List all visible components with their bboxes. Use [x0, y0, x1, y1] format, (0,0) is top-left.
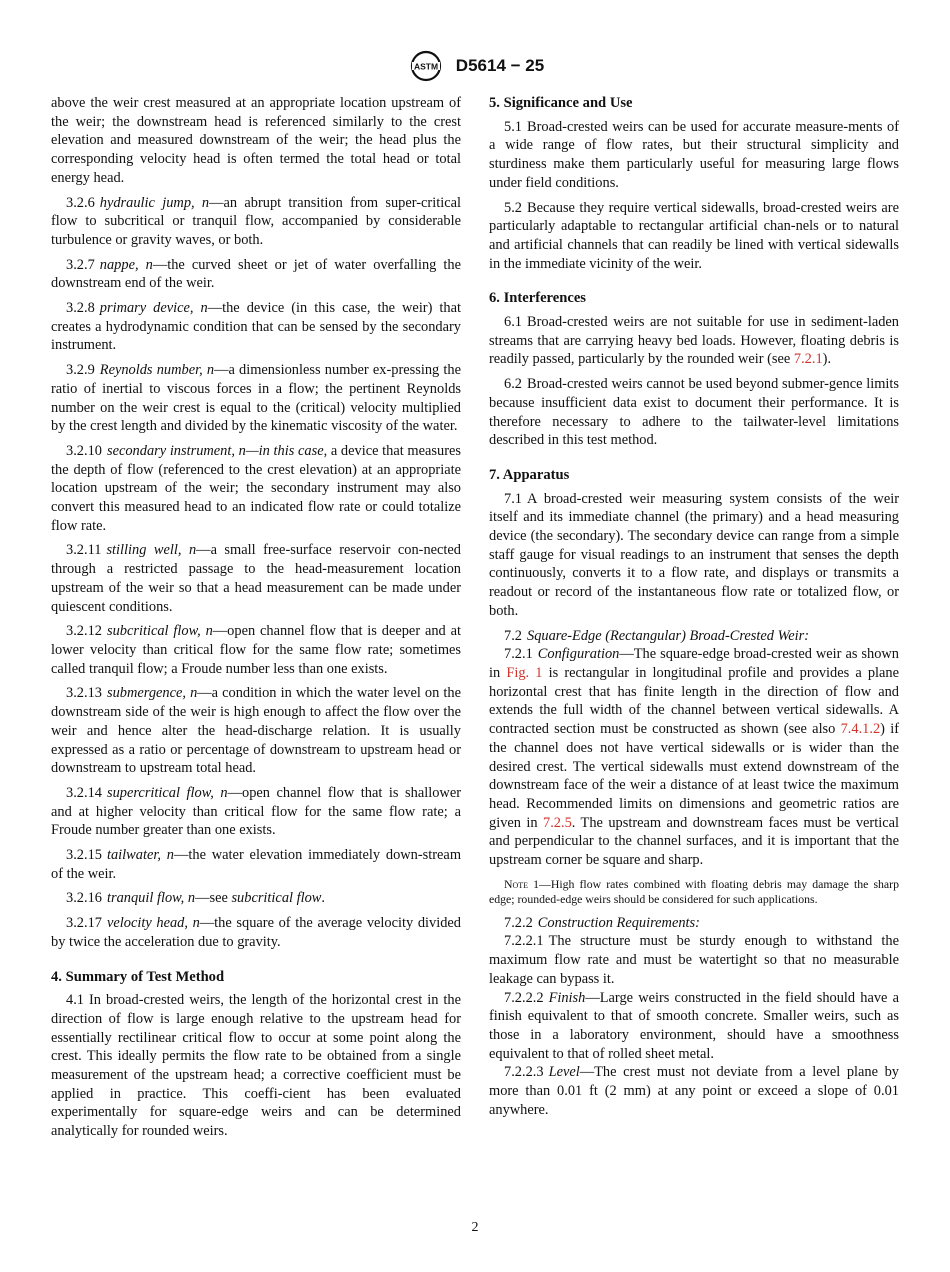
paragraph-6-1: 6.1 Broad-crested weirs are not suitable for use in sediment-laden streams that are carrying heavy bed loads. However, floating debris is readily passed, particularly by the rounded weir (see 7.2.1).: [489, 314, 899, 368]
paragraph-7-2-2-2: 7.2.2.2 Finish—Large weirs constructed in the field should have a finish equivalent to that of smooth concrete. Smaller weirs, such as those in a laboratory environment, should have a smoothness equivalent to that of rolled sheet metal.: [489, 989, 899, 1062]
section-heading-apparatus: 7. Apparatus: [489, 466, 570, 483]
paragraph-7-2: 7.2 Square-Edge (Rectangular) Broad-Crested Weir:: [504, 627, 810, 644]
definition-stilling-well: 3.2.11 stilling well, n—a small free-surface reservoir con-nected through a restricted passage to the head-measurement location upstream of the weir so that a head measurement can be made under quiescent conditions.: [51, 542, 461, 615]
cross-reference-link[interactable]: 7.4.1.2: [840, 721, 881, 738]
paragraph-7-1: 7.1 A broad-crested weir measuring system consists of the weir itself and its immediate channel (the primary) and a head measuring device (the secondary). The secondary device can range from a simple staff gauge for visual readings to an instrument that senses the depth continuously, converts it to a flow rate, and displays or transmits a readout or record of the instantaneous flow rate or totalized flow, or both.: [489, 490, 899, 619]
cross-reference-link[interactable]: 7.2.1: [793, 351, 823, 368]
note-1: Note 1—High flow rates combined with floating debris may damage the sharp edge; rounded-edge weirs should be considered for such applications.: [489, 876, 899, 907]
figure-reference-link[interactable]: Fig. 1: [506, 664, 543, 681]
standard-designation: D5614 − 25: [455, 56, 545, 75]
definition-primary-device: 3.2.8 primary device, n—the device (in this case, the weir) that creates a hydrodynamic condition that can be sensed by the secondary instrument.: [51, 300, 461, 354]
definition-tranquil-flow: 3.2.16 tranquil flow, n—see subcritical flow.: [66, 890, 326, 907]
definition-hydraulic-jump: 3.2.6 hydraulic jump, n—an abrupt transition from super-critical flow to subcritical or tranquil flow, accompanied by considerable turbulence or gravity waves, or both.: [51, 194, 461, 248]
cross-reference-link[interactable]: 7.2.5: [543, 814, 572, 831]
definition-supercritical-flow: 3.2.14 supercritical flow, n—open channel flow that is shallower and at higher velocity than critical flow for the same flow rate; a Froude number greater than one exists.: [51, 784, 462, 839]
definition-submergence: 3.2.13 submergence, n—a condition in which the water level on the downstream side of the weir is high enough to affect the flow over the weir and hence alter the head-discharge relation. It is usually expressed as a ratio or percentage of downstream to upstream head or downstream to upstream total head.: [51, 685, 461, 777]
definition-secondary-instrument: 3.2.10 secondary instrument, n—in this case, a device that measures the depth of flow (referenced to the crest elevation) at an appropriate location upstream of the weir; the secondary instrument may also convert this measured head to an indicated flow rate or could totalize flow rate.: [51, 442, 461, 534]
paragraph-7-2-1: 7.2.1 Configuration—The square-edge broad-crested weir as shown in Fig. 1 is rectangular in longitudinal profile and provides a plane horizontal crest that has finite length in the direction of flow and extends the full width of the channel between vertical sidewalls. A contracted section must be constructed as shown (see also 7.4.1.2) if the channel does not have vertical sidewalls or is wider than the desired crest. The vertical sidewalls must extend downstream of the downstream face of the weir a distance of at least twice the maximum head. Recommended limits on dimensions and geometric ratios are given in 7.2.5. The upstream and downstream faces must be vertical and perpendicular to the channel surfaces, and it is important that the upstream corner be square and sharp.: [489, 646, 900, 869]
definition-tailwater: 3.2.15 tailwater, n—the water elevation immediately down-stream of the weir.: [51, 847, 462, 882]
paragraph-5-1: 5.1 Broad-crested weirs can be used for accurate measure-ments of a wide range of flow rates, but their structural simplicity and sturdiness make them particularly useful for measuring large flows under field conditions.: [489, 118, 899, 191]
svg-text:ASTM: ASTM: [413, 61, 438, 72]
definition-nappe: 3.2.7 nappe, n—the curved sheet or jet of water overfalling the downstream end of the weir.: [51, 256, 461, 292]
section-heading-interferences: 6. Interferences: [489, 290, 586, 307]
paragraph-5-2: 5.2 Because they require vertical sidewalls, broad-crested weirs are particularly adaptable to rectangular artificial chan-nels or to natural and artificial channels that can readily be lined with vertical sidewalls in the immediate vicinity of the weir.: [489, 199, 899, 272]
paragraph-7-2-2: 7.2.2 Construction Requirements:: [504, 914, 700, 931]
section-heading-significance: 5. Significance and Use: [489, 95, 633, 111]
definition-velocity-head: 3.2.17 velocity head, n—the square of the average velocity divided by twice the acceleration due to gravity.: [51, 915, 461, 950]
astm-logo: [406, 50, 446, 82]
section-heading-summary: 4. Summary of Test Method: [51, 968, 225, 985]
paragraph-4-1: 4.1 In broad-crested weirs, the length of the horizontal crest in the direction of flow is large enough relative to the upstream head for essentially rectilinear critical flow to occur at some point along the crest. This ideally permits the flow rate to be obtained from a single measurement of the upstream head; a corrective coefficient must be applied in practice. This coeffi-cient has been evaluated experimentally for square-edge weirs and can be determined analytically for rounded weirs.: [51, 992, 461, 1140]
right-column: [489, 94, 899, 1119]
paragraph-7-2-2-3: 7.2.2.3 Level—The crest must not deviate from a level plane by more than 0.01 ft (2 mm) at any point or exceed a slope of 0.01 anywhere.: [489, 1064, 899, 1118]
definition-reynolds-number: 3.2.9 Reynolds number, n—a dimensionless number ex-pressing the ratio of inertial to viscous forces in a flow; the pertinent Reynolds number on the weir crest is equal to the (critical) velocity multiplied by the crest length and divided by the kinematic viscosity of the water.: [51, 362, 461, 435]
page-number: 2: [471, 1220, 479, 1235]
paragraph-continued: above the weir crest measured at an appropriate location upstream of the weir; the downstream head is referenced similarly to the crest elevation and measured downstream of the weir; the head plus the corresponding velocity head is often termed the total head or total energy head.: [51, 95, 461, 186]
left-column: [51, 94, 461, 1147]
paragraph-7-2-2-1: 7.2.2.1 The structure must be sturdy enough to withstand the maximum flow rate and must be watertight so that no measurable leakage can bypass it.: [489, 933, 899, 987]
page-header: [0, 50, 950, 86]
definition-subcritical-flow: 3.2.12 subcritical flow, n—open channel flow that is deeper and at lower velocity than critical flow for the same flow rate; sometimes called tranquil flow; a Froude number less than one exists.: [51, 623, 461, 677]
paragraph-6-2: 6.2 Broad-crested weirs cannot be used beyond submer-gence limits because insufficient data exist to document their performance. It is therefore necessary to adhere to the tailwater-level limitations described in this test method.: [489, 376, 899, 449]
